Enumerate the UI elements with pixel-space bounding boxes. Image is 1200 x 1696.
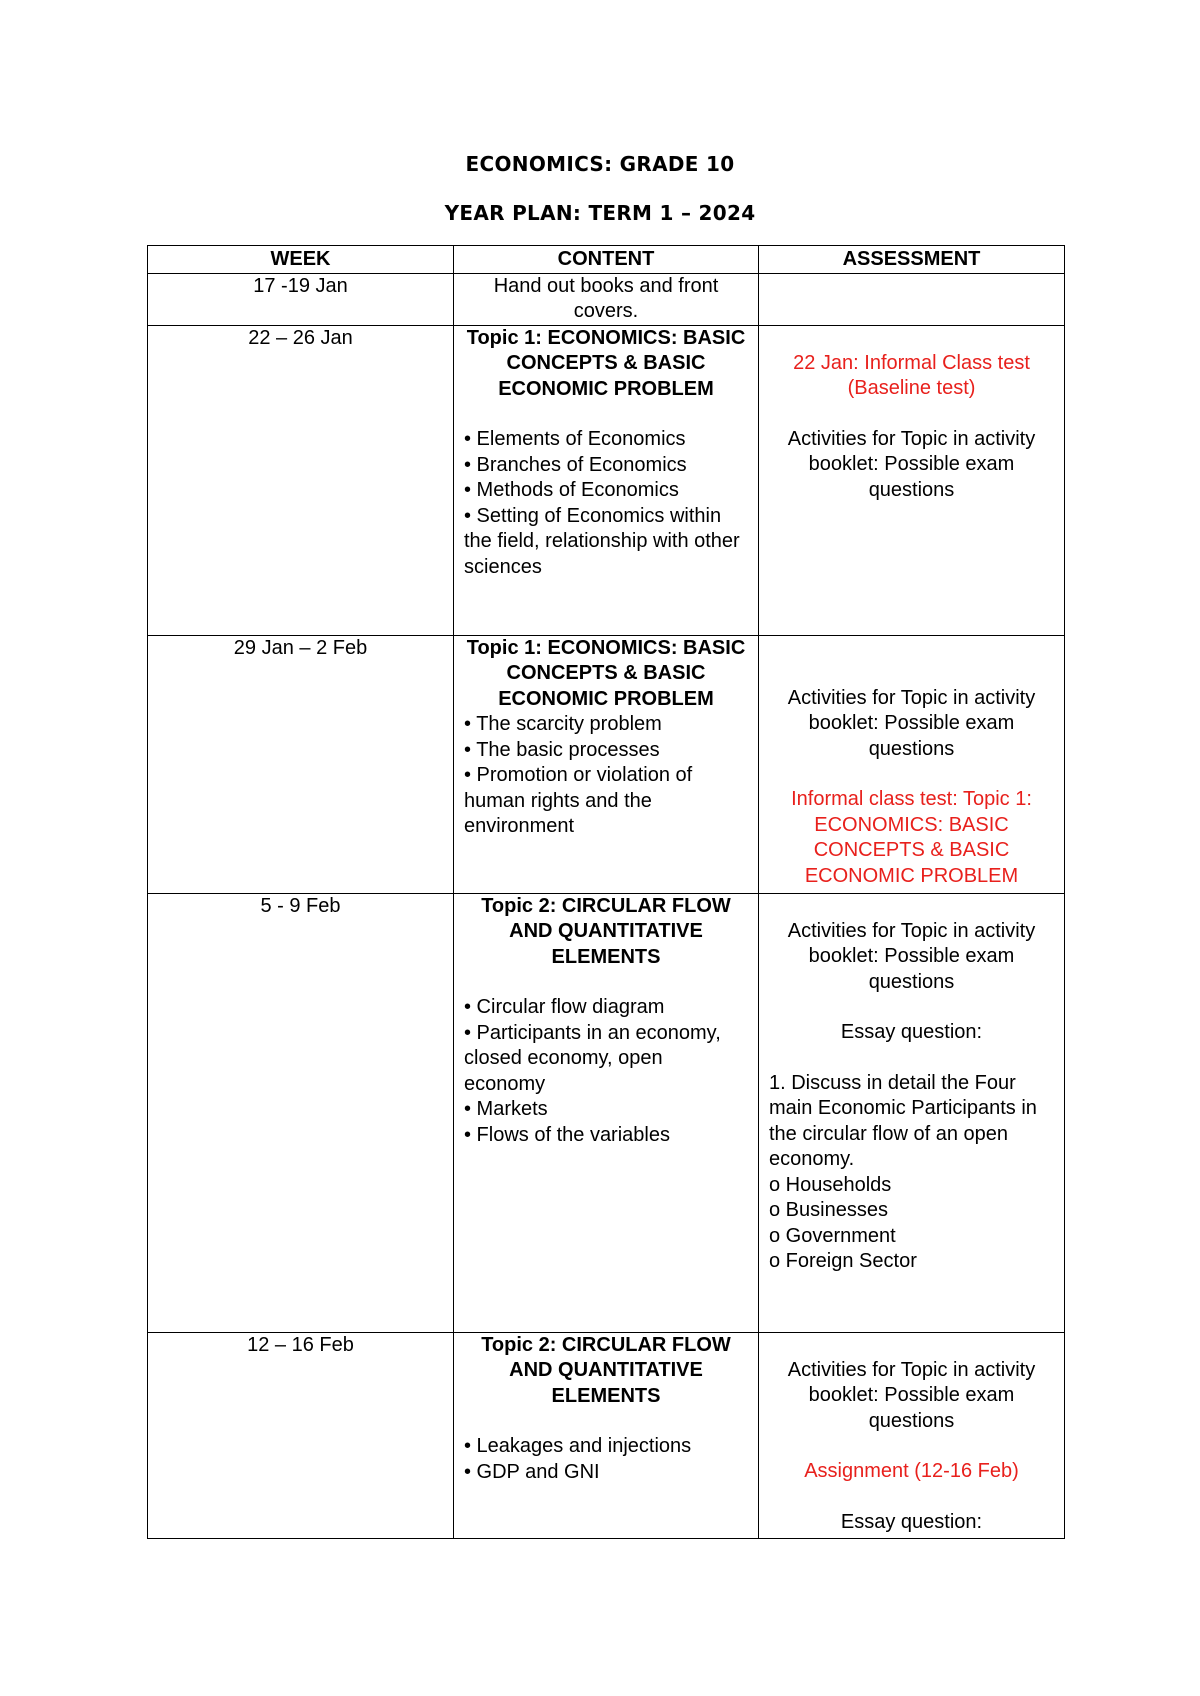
topic-heading: Topic 2: CIRCULAR FLOW AND QUANTITATIVE ELEMENTS <box>481 1333 731 1407</box>
assessment-cell <box>759 1332 1065 1538</box>
topic-heading: Topic 1: ECONOMICS: BASIC CONCEPTS & BASIC ECONOMIC PROBLEM <box>466 636 746 710</box>
list-item: o Businesses <box>769 1199 888 1221</box>
list-item: o Government <box>769 1224 896 1247</box>
assessment-cell <box>759 635 1065 893</box>
list-item: o Households <box>769 1173 892 1196</box>
list-item: • Setting of Economics within the field, relationship with other sciences <box>464 504 740 578</box>
list-item: • Circular flow diagram <box>464 996 665 1018</box>
informal-test-note: 22 Jan: Informal Class test (Baseline test) <box>793 351 1030 399</box>
list-item: • Methods of Economics <box>464 479 679 501</box>
informal-test-note: Informal class test: Topic 1: ECONOMICS: BASIC CONCEPTS & BASIC ECONOMIC PROBLEM <box>791 788 1032 887</box>
list-item: o Foreign Sector <box>769 1250 917 1272</box>
topic-heading: Topic 2: CIRCULAR FLOW AND QUANTITATIVE ELEMENTS <box>481 894 731 968</box>
assessment-cell <box>759 325 1065 635</box>
activities-note: Activities for Topic in activity booklet: Possible exam questions <box>787 686 1036 760</box>
list-item: • Promotion or violation of human rights and the environment <box>464 764 693 837</box>
header-assessment: ASSESSMENT <box>759 246 1065 274</box>
header-week: WEEK <box>148 246 454 274</box>
essay-label: Essay question: <box>840 1510 983 1533</box>
content-cell <box>454 893 759 1332</box>
essay-label: Essay question: <box>840 1021 983 1043</box>
week-cell: 29 Jan – 2 Feb <box>148 635 454 893</box>
table-row <box>148 893 1065 1332</box>
activities-note: Activities for Topic in activity booklet: Possible exam questions <box>787 919 1036 993</box>
activities-note: Activities for Topic in activity booklet: Possible exam questions <box>787 427 1036 501</box>
list-item: • GDP and GNI <box>464 1460 600 1483</box>
topic-heading: Topic 1: ECONOMICS: BASIC CONCEPTS & BASIC ECONOMIC PROBLEM <box>466 326 746 400</box>
assignment-note: Assignment (12-16 Feb) <box>804 1460 1019 1482</box>
list-item: • Branches of Economics <box>464 453 687 476</box>
week-cell: 5 - 9 Feb <box>148 893 454 1332</box>
table-row <box>148 273 1065 325</box>
year-plan-table <box>147 245 1065 1539</box>
table-row <box>148 325 1065 635</box>
activities-note: Activities for Topic in activity booklet: Possible exam questions <box>787 1358 1036 1432</box>
list-item: • Leakages and injections <box>464 1435 692 1457</box>
table-row <box>148 635 1065 893</box>
week-cell: 17 -19 Jan <box>148 273 454 325</box>
week-cell: 12 – 16 Feb <box>148 1332 454 1538</box>
document-subtitle: YEAR PLAN: TERM 1 – 2024 <box>444 201 756 225</box>
document-title: ECONOMICS: GRADE 10 <box>465 152 735 176</box>
essay-question: 1. Discuss in detail the Four main Economic Participants in the circular flow of an open economy. <box>769 1071 1037 1170</box>
list-item: • Markets <box>464 1098 548 1120</box>
week-cell: 22 – 26 Jan <box>148 325 454 635</box>
list-item: • The scarcity problem <box>464 713 662 735</box>
content-cell <box>454 1332 759 1538</box>
content-cell: Hand out books and front covers. <box>454 273 759 325</box>
table-header-row <box>148 246 1065 274</box>
list-item: • Flows of the variables <box>464 1123 670 1146</box>
content-cell <box>454 635 759 893</box>
assessment-cell <box>759 273 1065 325</box>
assessment-cell <box>759 893 1065 1332</box>
table-row <box>148 1332 1065 1538</box>
list-item: • The basic processes <box>464 738 660 761</box>
content-cell <box>454 325 759 635</box>
header-content: CONTENT <box>454 246 759 274</box>
list-item: • Elements of Economics <box>464 428 686 450</box>
list-item: • Participants in an economy, closed economy, open economy <box>464 1021 721 1095</box>
